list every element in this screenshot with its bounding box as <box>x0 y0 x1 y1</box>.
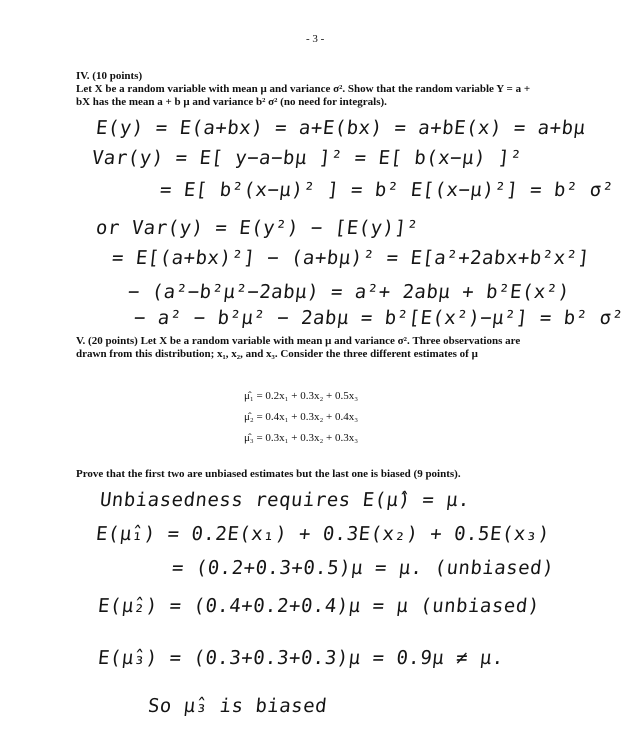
q4-handwriting-line: = E[(a+bx)²] − (a+bμ)² = E[a²+2abx+b²x²] <box>110 247 591 269</box>
q4-handwriting-line: = E[ b²(x−μ)² ] = b² E[(x−μ)²] = b² σ² <box>158 179 615 201</box>
q5-handwriting-line: E(μ̂₁) = 0.2E(x₁) + 0.3E(x₂) + 0.5E(x₃) <box>94 523 551 545</box>
q5-handwriting-line: E(μ̂₂) = (0.4+0.2+0.4)μ = μ (unbiased) <box>96 595 541 617</box>
q4-handwriting-line: Var(y) = E[ y−a−bμ ]² = E[ b(x−μ) ]² <box>90 147 523 169</box>
q5-handwriting-line: Unbiasedness requires E(μ̂) = μ. <box>98 489 472 511</box>
q4-prompt-line2: bX has the mean a + b μ and variance b² σ² (no need for integrals). <box>76 96 387 108</box>
q5-prompt-line2: drawn from this distribution; x₁, x₂, and x₃. Consider the three different estimates of μ <box>76 348 478 360</box>
estimate-mu2: μ̂₂ = 0.4x₁ + 0.3x₂ + 0.4x₃ <box>244 411 359 423</box>
q4-handwriting-line: − (a²−b²μ²−2abμ) = a²+ 2abμ + b²E(x²) <box>126 281 571 303</box>
estimate-mu1: μ̂₁ = 0.2x₁ + 0.3x₂ + 0.5x₃ <box>244 390 359 402</box>
q4-handwriting-line: − a² − b²μ² − 2abμ = b²[E(x²)−μ²] = b² σ² <box>132 307 625 329</box>
q5-handwriting-line: So μ̂₃ is biased <box>146 695 329 717</box>
q4-handwriting-line: or Var(y) = E(y²) − [E(y)]² <box>94 217 420 239</box>
q5-handwriting-line: E(μ̂₃) = (0.3+0.3+0.3)μ = 0.9μ ≠ μ. <box>96 647 506 669</box>
page-number: - 3 - <box>306 33 325 45</box>
estimate-mu3: μ̂₃ = 0.3x₁ + 0.3x₂ + 0.3x₃ <box>244 432 359 444</box>
q4-prompt-line1: Let X be a random variable with mean μ and variance σ². Show that the random variable Y = a + <box>76 83 531 95</box>
q5-prompt-line1: V. (20 points) Let X be a random variable with mean μ and variance σ². Three observations are <box>76 335 521 347</box>
q4-handwriting-line: E(y) = E(a+bx) = a+E(bx) = a+bE(x) = a+bμ <box>94 117 587 139</box>
q5-handwriting-line: = (0.2+0.3+0.5)μ = μ. (unbiased) <box>170 557 556 579</box>
q5-instruction: Prove that the first two are unbiased estimates but the last one is biased (9 points). <box>76 468 461 480</box>
q4-heading: IV. (10 points) <box>76 70 143 82</box>
